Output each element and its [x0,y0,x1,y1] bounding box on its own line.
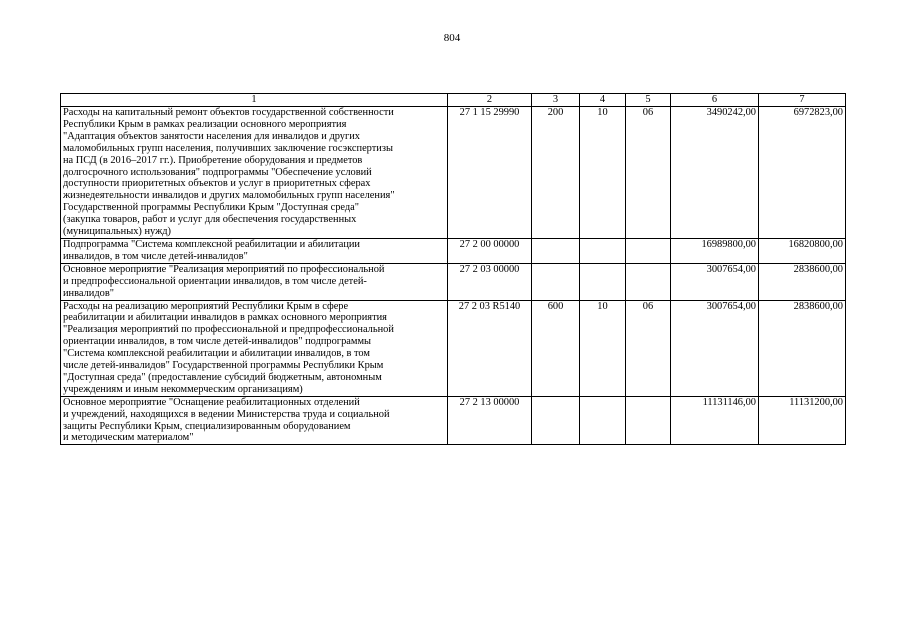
description-line: Расходы на капитальный ремонт объектов государственной собственности [63,107,394,118]
description-line: Республики Крым в рамках реализации основного мероприятия [63,118,347,130]
row-target-code: 27 2 03 00000 [448,263,532,300]
row-amount-col6: 3490242,00 [671,107,759,239]
row-section [580,238,626,263]
description-line: инвалидов" [63,287,114,299]
row-section: 10 [580,300,626,396]
row-amount-col6: 3007654,00 [671,300,759,396]
description-line: учреждениям и иным некоммерческим организациям) [63,383,303,395]
column-header-5: 5 [626,94,671,107]
description-line: числе детей-инвалидов" Государственной программы Республики Крым [63,360,384,372]
description-line: (муниципальных) нужд) [63,226,172,238]
description-line: реабилитации и абилитации инвалидов в рамках основного мероприятия [63,312,387,324]
row-expense-type: 600 [532,300,580,396]
description-line: инвалидов, в том числе детей-инвалидов" [63,250,248,262]
row-subsection [626,263,671,300]
description-line: Государственной программы Республики Крым "Доступная среда" [63,202,360,214]
description-line: ориентации инвалидов, в том числе детей-инвалидов" подпрограммы [63,336,372,348]
description-line: "Доступная среда" (предоставление субсидий бюджетным, автономным [63,371,382,383]
row-description [61,396,448,445]
row-target-code: 27 2 13 00000 [448,396,532,445]
row-amount-col7: 11131200,00 [759,396,846,445]
column-header-7: 7 [759,94,846,107]
row-description [61,300,448,396]
row-amount-col7: 6972823,00 [759,107,846,239]
row-subsection [626,238,671,263]
row-target-code: 27 2 03 R5140 [448,300,532,396]
row-expense-type [532,263,580,300]
description-line: Подпрограмма "Система комплексной реабилитации и абилитации [63,238,360,250]
budget-table [60,93,846,445]
row-amount-col7: 16820800,00 [759,238,846,263]
description-line: и предпрофессиональной ориентации инвалидов, в том числе детей- [63,275,367,287]
description-line: Основное мероприятие "Реализация мероприятий по профессиональной [63,263,385,275]
row-expense-type [532,396,580,445]
row-amount-col6: 3007654,00 [671,263,759,300]
row-subsection: 06 [626,300,671,396]
row-target-code: 27 1 15 29990 [448,107,532,239]
row-section [580,396,626,445]
table-row [61,300,846,396]
description-line: Основное мероприятие "Оснащение реабилитационных отделений [63,396,360,408]
description-line: доступности приоритетных объектов и услуг в приоритетных сферах [63,178,371,190]
table-row [61,396,846,445]
description-line: и методическим материалом" [63,432,194,444]
row-subsection: 06 [626,107,671,239]
row-description [61,263,448,300]
row-target-code: 27 2 00 00000 [448,238,532,263]
row-amount-col7: 2838600,00 [759,300,846,396]
description-line: Расходы на реализацию мероприятий Республики Крым в сфере [63,300,349,312]
column-header-6: 6 [671,94,759,107]
column-header-4: 4 [580,94,626,107]
row-description [61,238,448,263]
row-amount-col7: 2838600,00 [759,263,846,300]
description-line: и учреждений, находящихся в ведении Министерства труда и социальной [63,408,390,420]
row-section [580,263,626,300]
description-line: на ПСД (в 2016–2017 гг.). Приобретение оборудования и предметов [63,154,363,166]
column-header-3: 3 [532,94,580,107]
description-line: маломобильных групп населения, получивших заключение госэкспертизы [63,142,393,154]
page-number: 804 [443,32,461,44]
column-header-2: 2 [448,94,532,107]
row-section: 10 [580,107,626,239]
table-row [61,263,846,300]
row-expense-type [532,238,580,263]
description-line: "Система комплексной реабилитации и абилитации инвалидов, в том [63,348,370,360]
header-row [61,94,846,107]
description-line: "Реализация мероприятий по профессиональной и предпрофессиональной [63,324,394,336]
description-line: защиты Республики Крым, специализированным оборудованием [63,420,351,432]
row-description [61,107,448,239]
table-row [61,238,846,263]
row-amount-col6: 16989800,00 [671,238,759,263]
row-amount-col6: 11131146,00 [671,396,759,445]
description-line: жизнедеятельности инвалидов и других маломобильных групп населения" [63,190,395,202]
column-header-1: 1 [61,94,448,107]
row-subsection [626,396,671,445]
description-line: (закупка товаров, работ и услуг для обеспечения государственных [63,214,357,226]
description-line: долгосрочного использования" подпрограммы "Обеспечение условий [63,166,372,178]
row-expense-type: 200 [532,107,580,239]
description-line: "Адаптация объектов занятости населения для инвалидов и других [63,130,361,142]
table-row [61,107,846,239]
